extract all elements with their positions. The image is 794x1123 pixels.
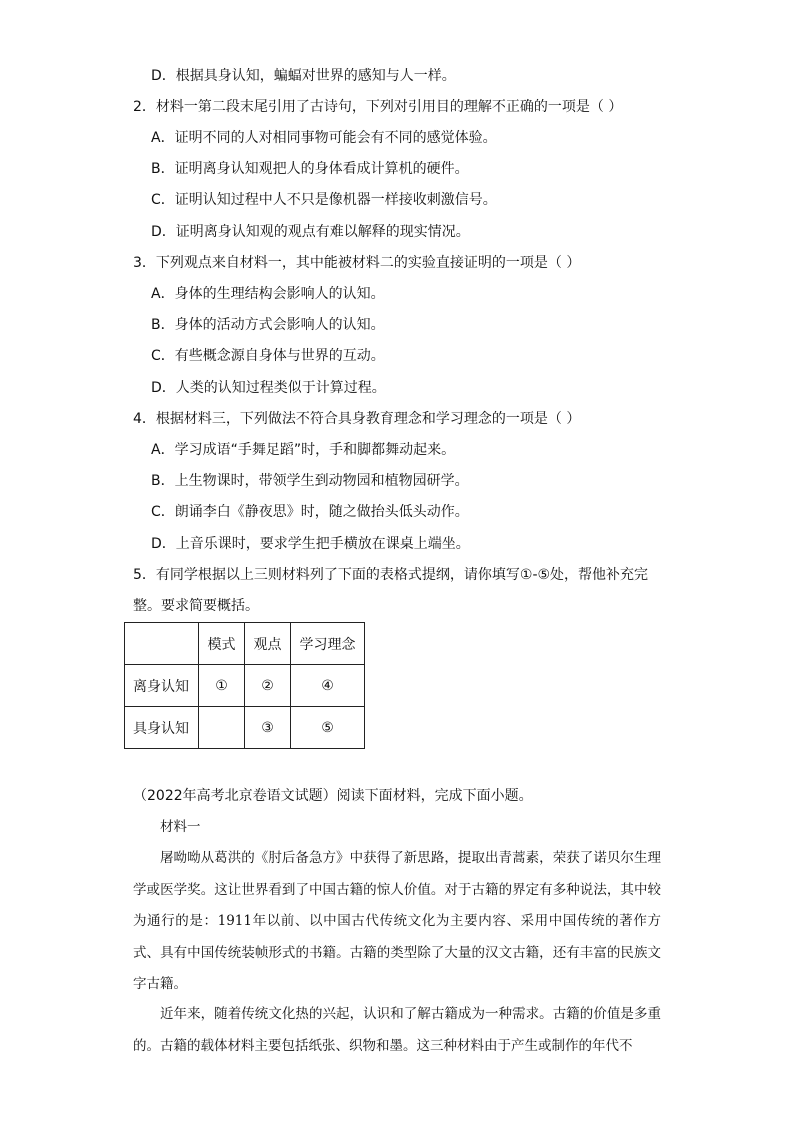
table-header-cell: [125, 623, 199, 665]
question-2-option-a: A．证明不同的人对相同事物可能会有不同的感觉体验。: [151, 130, 497, 146]
table-header-row: [125, 623, 365, 665]
question-3-option-a: A．身体的生理结构会影响人的认知。: [151, 286, 385, 302]
material-paragraph-2: 近年来，随着传统文化热的兴起，认识和了解古籍成为一种需求。古籍的价值是多重的。古籍的载体材料主要包括纸张、织物和墨。这三种材料由于产生或制作的年代不: [133, 1006, 661, 1054]
table-cell: 具身认知: [125, 707, 199, 749]
table-cell: ⑤: [291, 707, 365, 749]
table-header-cell: 学习理念: [291, 623, 365, 665]
table-cell: ②: [245, 665, 291, 707]
question-2-option-d: D．证明离身认知观的观点有难以解释的现实情况。: [151, 224, 470, 240]
table-row: [125, 707, 365, 749]
table-cell: ③: [245, 707, 291, 749]
question-4-stem: 4．根据材料三，下列做法不符合具身教育理念和学习理念的一项是（ ）: [133, 411, 581, 427]
table-cell: ①: [199, 665, 245, 707]
question-5-stem-line-1: 5．有同学根据以上三则材料列了下面的表格式提纲，请你填写①-⑤处，帮他补充完: [133, 567, 649, 583]
table-cell: ④: [291, 665, 365, 707]
material-paragraph-1: 屠呦呦从葛洪的《肘后备急方》中获得了新思路，提取出青蒿素，荣获了诺贝尔生理学或医学奖。这让世界看到了中国古籍的惊人价值。对于古籍的界定有多种说法，其中较为通行的是：1911年以前、以中国古代传统文化为主要内容、采用中国传统的著作方式、具有中国传统装帧形式的书籍。古籍的类型除了大量的汉文古籍，还有丰富的民族文字古籍。: [133, 850, 661, 992]
table-cell: [199, 707, 245, 749]
question-3-option-b: B．身体的活动方式会影响人的认知。: [151, 317, 385, 333]
question-4-option-a: A．学习成语“手舞足蹈”时，手和脚都舞动起来。: [151, 442, 456, 458]
outline-table: [124, 622, 365, 749]
table-row: [125, 665, 365, 707]
question-5-stem-line-2: 整。要求简要概括。: [133, 598, 259, 614]
question-4-option-b: B．上生物课时，带领学生到动物园和植物园研学。: [151, 473, 469, 489]
question-2-stem: 2．材料一第二段末尾引用了古诗句，下列对引用目的理解不正确的一项是（ ）: [133, 99, 623, 115]
material-title: 材料一: [160, 819, 201, 835]
table-cell: 离身认知: [125, 665, 199, 707]
question-2-option-b: B．证明离身认知观把人的身体看成计算机的硬件。: [151, 161, 469, 177]
question-4-option-d: D．上音乐课时，要求学生把手横放在课桌上端坐。: [151, 536, 470, 552]
question-3-stem: 3．下列观点来自材料一，其中能被材料二的实验直接证明的一项是（ ）: [133, 255, 581, 271]
question-1-option-d: D．根据具身认知，蝙蝠对世界的感知与人一样。: [151, 68, 456, 84]
table-header-cell: 观点: [245, 623, 291, 665]
question-2-option-c: C．证明认知过程中人不只是像机器一样接收刺激信号。: [151, 192, 497, 208]
section-intro: （2022年高考北京卷语文试题）阅读下面材料，完成下面小题。: [133, 788, 533, 804]
question-4-option-c: C．朗诵李白《静夜思》时，随之做抬头低头动作。: [151, 504, 469, 520]
table-header-cell: 模式: [199, 623, 245, 665]
question-3-option-d: D．人类的认知过程类似于计算过程。: [151, 380, 386, 396]
question-3-option-c: C．有些概念源自身体与世界的互动。: [151, 348, 385, 364]
